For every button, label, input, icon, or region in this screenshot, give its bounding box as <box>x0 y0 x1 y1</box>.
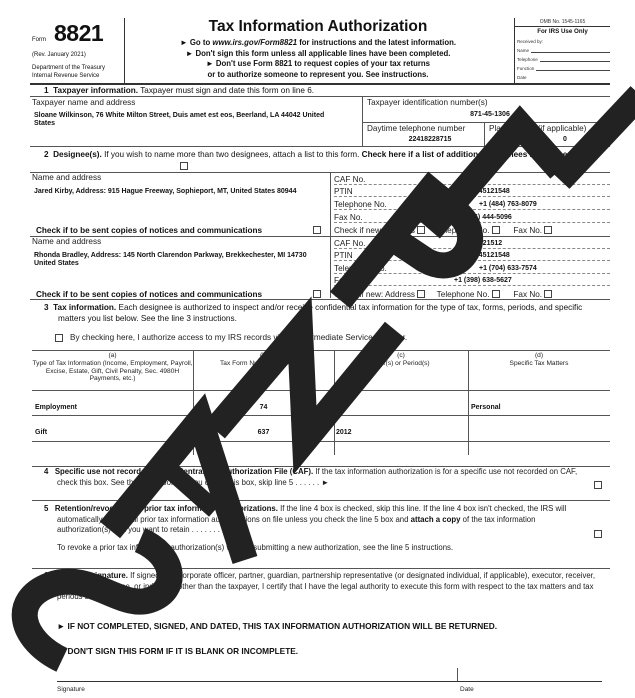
row2-period-cell[interactable]: 2012 <box>336 429 352 436</box>
dotted-line <box>334 222 610 223</box>
designee2-notices-label: Check if to be sent copies of notices and communications <box>36 290 263 299</box>
new-fax-label: Fax No. <box>513 225 543 235</box>
row1-period-cell[interactable]: 3 <box>336 404 340 411</box>
plan-number-label: Plan number (if applicable) <box>489 124 587 133</box>
section6-text <box>44 571 599 603</box>
ptin-label: PTIN <box>334 186 353 196</box>
instruction-suffix: for instructions and the latest information. <box>297 38 457 47</box>
section4-title: Specific use not recorded on the Centralized Authorization File (CAF). <box>54 467 314 476</box>
omb-number: OMB No. 1545-1165 <box>515 18 610 27</box>
section4-number: 4 <box>44 467 49 476</box>
section6-number: 6 <box>44 571 49 580</box>
table-row-border <box>32 441 610 442</box>
divider <box>484 122 485 146</box>
new-address-label: Check if new: Address <box>334 289 416 299</box>
section1-text: Taxpayer must sign and date this form on line 6. <box>138 86 315 95</box>
divider <box>457 668 458 682</box>
signature-label: Signature <box>57 686 85 693</box>
line4-checkbox[interactable] <box>594 481 602 489</box>
row1-type-cell[interactable]: Employment <box>35 404 78 411</box>
irs-function-underline <box>536 70 610 71</box>
instruction-line-1 <box>128 38 508 49</box>
section5-body: If the line 4 box is checked, skip this line. If the line 4 box isn't checked, the IRS will automatically revoke all prior tax information authorizations on file unless you check the line 5 box and <box>57 504 567 524</box>
divider <box>30 299 610 300</box>
irs-function-label: Function <box>517 66 535 71</box>
new-fax-label: Fax No. <box>513 289 543 299</box>
row2-form-cell[interactable]: 637 <box>257 429 270 436</box>
section1-number: 1 <box>44 86 49 95</box>
column-letter: (b) <box>259 352 269 359</box>
column-letter: (c) <box>397 352 405 359</box>
section6-body: If signed by a corporate officer, partner, guardian, partnership representative (or designated individual, if applicable), executor, receiver, administrator, trustee, or individual other than the taxpayer, I certify that I have the legal authority to execute this form with respect to the tax matters and tax periods shown on line 3 above. <box>57 571 596 601</box>
table-top-border <box>32 350 610 351</box>
irs-link[interactable]: www.irs.gov/Form8821 <box>212 38 298 47</box>
designee2-caf-field[interactable]: 59521512 <box>471 239 503 247</box>
irs-name-underline <box>531 52 610 53</box>
designee2-new-fax-checkbox[interactable] <box>544 290 552 298</box>
isp-label: By checking here, I authorize access to my IRS records via an Intermediate Service Provider. <box>70 333 408 342</box>
department-line1: Department of the Treasury <box>32 65 106 71</box>
dotted-line <box>334 209 610 210</box>
divider <box>32 500 610 501</box>
form-title-block <box>128 16 508 80</box>
irs-telephone-label: Telephone <box>517 57 538 62</box>
divider <box>32 568 610 569</box>
designee1-new-telephone-checkbox[interactable] <box>492 226 500 234</box>
new-address-label: Check if new: Address <box>334 225 416 235</box>
received-by-label: Received by: <box>517 39 544 44</box>
designee2-ptin-field[interactable]: 24845121548 <box>467 251 510 259</box>
watermark-m <box>215 330 395 440</box>
column-label: Specific Tax Matters <box>509 359 569 367</box>
department-line2: Internal Revenue Service <box>32 72 100 79</box>
additional-designees-checkbox[interactable] <box>180 162 188 170</box>
designee2-notices-checkbox[interactable] <box>313 290 321 298</box>
line5-checkbox[interactable] <box>594 530 602 538</box>
designee1-new-address-checkbox[interactable] <box>417 226 425 234</box>
divider <box>362 122 610 123</box>
section3-text: Each designee is authorized to inspect and/or receive confidential tax information for the type of tax, forms, periods, and specific matters you list below. See the line 3 instructions. <box>58 303 583 323</box>
new-telephone-label: Telephone No. <box>436 289 490 299</box>
date-line[interactable] <box>457 681 602 682</box>
section4-body: If the tax information authorization is for a specific use not recorded on CAF, check this box. See the instructions. If you check this box, skip line 5 . . . . . . ► <box>57 467 578 487</box>
instruction-prefix: ► Go to <box>179 38 213 47</box>
tin-label: Taxpayer identification number(s) <box>367 98 488 107</box>
form-title: Tax Information Authorization <box>208 18 428 35</box>
irs-telephone-underline <box>540 61 610 62</box>
daytime-phone-label: Daytime telephone number <box>367 124 466 133</box>
dotted-line <box>334 196 610 197</box>
designee1-check-if-new <box>334 224 610 236</box>
dotted-line <box>334 260 610 261</box>
taxpayer-name-label: Taxpayer name and address <box>32 98 136 107</box>
irs-use-block <box>514 18 610 84</box>
designee1-telephone-row <box>334 198 610 210</box>
designee2-name-label: Name and address <box>32 237 102 246</box>
row1-matters-cell[interactable]: Personal <box>471 404 501 411</box>
divider <box>30 146 610 147</box>
isp-checkbox[interactable] <box>55 334 63 342</box>
column-label: Tax Form Number (1040, 941, 720, etc.) <box>220 359 308 375</box>
section1-title: Taxpayer information. <box>53 86 139 95</box>
section2-text: If you wish to name more than two designees, attach a list to this form. <box>101 150 362 159</box>
form-header <box>0 14 635 84</box>
section3-heading <box>44 302 609 324</box>
row2-type-cell[interactable]: Gift <box>35 429 48 436</box>
column-letter: (d) <box>534 352 544 359</box>
irs-name-field <box>515 44 610 53</box>
designee1-name-field[interactable]: Jared Kirby, Address: 915 Hague Freeway, Sophieport, MT, United States 80944 <box>34 188 297 195</box>
caf-label: CAF No. <box>334 238 366 248</box>
designee2-telephone-row <box>334 262 610 274</box>
section4-text <box>44 467 589 488</box>
designee1-notices-checkbox[interactable] <box>313 226 321 234</box>
form-id-block <box>30 18 125 84</box>
taxpayer-name-field[interactable]: Sloane Wilkinson, 76 White Milton Street, Duis amet est eos, Beerland, LA 44042 United States <box>34 112 325 127</box>
designee2-new-telephone-checkbox[interactable] <box>492 290 500 298</box>
caf-label: CAF No. <box>334 174 366 184</box>
instruction-line-4: or to authorize someone to represent you. See instructions. <box>207 69 429 79</box>
telephone-label: Telephone No. <box>334 199 387 209</box>
section2-heading <box>44 150 604 161</box>
department <box>32 65 105 80</box>
revision-date: (Rev. January 2021) <box>32 52 86 58</box>
column-a-header <box>32 352 193 383</box>
irs-telephone-field <box>515 53 610 62</box>
divider <box>330 172 331 298</box>
designee1-ptin-row <box>334 185 610 197</box>
warning-not-completed: ► IF NOT COMPLETED, SIGNED, AND DATED, THIS TAX INFORMATION AUTHORIZATION WILL BE RETURNED. <box>57 621 498 631</box>
section5-title: Retention/revocation of prior tax information authorizations. <box>54 504 278 513</box>
form-number: 8821 <box>54 20 104 46</box>
date-label: Date <box>460 686 474 693</box>
form-label: Form <box>32 37 46 43</box>
designee1-name-label: Name and address <box>32 173 102 182</box>
section3-number: 3 <box>44 303 49 312</box>
table-col-divider <box>193 350 194 455</box>
section2-number: 2 <box>44 150 49 159</box>
warning-dont-sign-blank: ► DON'T SIGN THIS FORM IF IT IS BLANK OR INCOMPLETE. <box>57 646 299 656</box>
designee2-fax-field[interactable]: +1 (398) 638-5627 <box>454 276 512 284</box>
section3-title: Tax information. <box>53 303 117 312</box>
designee1-caf-field[interactable]: 709 <box>474 175 486 183</box>
fax-label: Fax No. <box>334 275 363 285</box>
designee2-telephone-field[interactable]: +1 (704) 633-7574 <box>479 264 537 272</box>
table-row-border <box>32 415 610 416</box>
instruction-line-2: ► Don't sign this form unless all applicable lines have been completed. <box>185 48 451 58</box>
dotted-line <box>334 285 610 286</box>
divider <box>362 96 363 146</box>
ptin-label: PTIN <box>334 250 353 260</box>
header-divider <box>30 83 610 85</box>
irs-name-label: Name <box>517 48 530 53</box>
column-label: Year(s) or Period(s) <box>372 359 430 367</box>
telephone-label: Telephone No. <box>334 263 387 273</box>
tin-field[interactable]: 871-45-1306 <box>470 111 510 118</box>
designee1-fax-field[interactable]: +1 (706) 444-5096 <box>454 213 512 221</box>
row1-form-cell[interactable]: 74 <box>259 404 268 411</box>
column-d-header <box>468 352 610 368</box>
designee2-new-address-checkbox[interactable] <box>417 290 425 298</box>
irs-received-by <box>515 35 610 44</box>
additional-designees-label: Check here if a list of additional designees is attached ► <box>361 150 583 159</box>
new-telephone-label: Telephone No. <box>436 225 490 235</box>
column-letter: (a) <box>108 352 117 359</box>
signature-line[interactable] <box>57 681 457 682</box>
section2-title: Designee(s). <box>53 150 102 159</box>
irs-date-label: Date <box>517 75 527 80</box>
designee1-caf-row <box>334 173 610 185</box>
column-b-header <box>214 352 314 375</box>
section5-number: 5 <box>44 504 49 513</box>
designee1-notices-label: Check if to be sent copies of notices and communications <box>36 226 263 235</box>
section5-body2: of the tax information authorization(s) that you want to retain . . . . . . . . . . . ► <box>57 514 536 534</box>
irs-use-only: For IRS Use Only <box>537 28 588 35</box>
daytime-phone-field[interactable]: 22418228715 <box>408 136 452 143</box>
instruction-line-3: ► Don't use Form 8821 to request copies of your tax returns <box>205 59 431 68</box>
irs-function-field <box>515 62 610 71</box>
plan-number-field[interactable]: 0 <box>563 136 567 143</box>
divider <box>30 96 610 97</box>
revoke-instructions: To revoke a prior tax information authorization(s) without submitting a new authorization, see the line 5 instructions. <box>57 543 454 552</box>
section6-title: Taxpayer signature. <box>54 571 128 580</box>
designee1-ptin-field[interactable]: 24845121548 <box>467 187 510 195</box>
designee2-caf-row <box>334 237 610 249</box>
section5-attach-copy: attach a copy <box>410 514 461 524</box>
designee1-telephone-field[interactable]: +1 (484) 763-8079 <box>479 200 537 208</box>
designee2-name-field[interactable]: Rhonda Bradley, Address: 145 North Clarendon Parkway, Brekkechester, MI 14730 United States <box>34 252 307 267</box>
section5-text <box>44 504 589 536</box>
irs-date-field <box>515 71 610 80</box>
fax-label: Fax No. <box>334 212 363 222</box>
header-instructions <box>128 38 508 80</box>
designee2-fax-row <box>334 274 610 286</box>
table-row-border <box>32 390 610 391</box>
column-label: Type of Tax Information (Income, Employment, Payroll, Excise, Estate, Gift, Civil Penalty, Sec. 4980H Payments, etc.) <box>32 359 193 383</box>
designee1-fax-row <box>334 211 610 223</box>
designee2-ptin-row <box>334 249 610 261</box>
section1-heading <box>44 86 314 95</box>
column-c-header <box>334 352 468 368</box>
designee1-new-fax-checkbox[interactable] <box>544 226 552 234</box>
